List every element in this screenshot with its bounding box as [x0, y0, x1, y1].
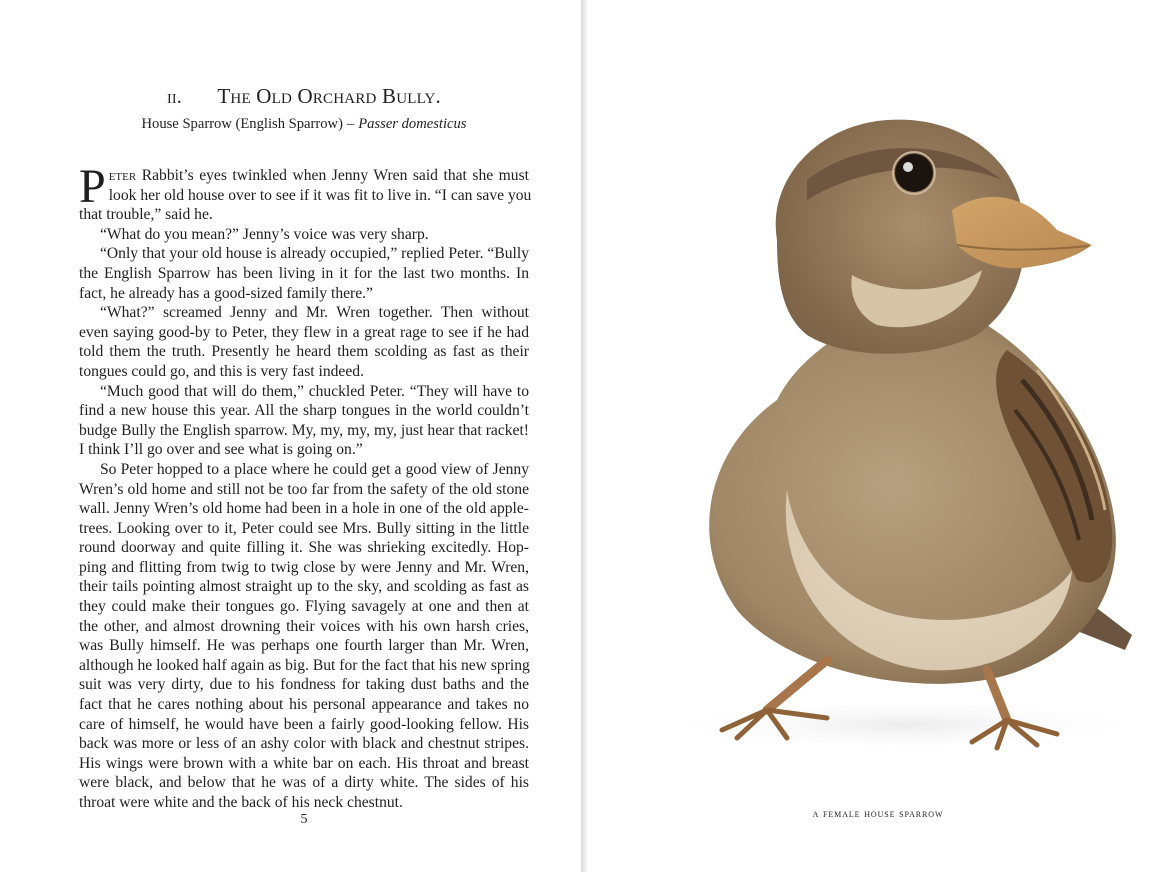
subtitle-dash: – [346, 116, 355, 132]
body-line: throat were white and the back of his neck chestnut. [79, 794, 403, 811]
body-line: were black, and below that he was of a dirty white. The sides of his [79, 774, 529, 792]
body-line: “What?” screamed Jenny and Mr. Wren together. Then without [100, 304, 529, 322]
body-line: round doorway and quite filling it. She was shrieking excitedly. Hop- [79, 539, 529, 557]
chapter-heading [78, 84, 530, 109]
body-line: the English Sparrow has been living in it for the last two months. In [79, 264, 529, 282]
body-line: that trouble,” said he. [79, 206, 213, 224]
body-line: trees. Looking over to it, Peter could see Mrs. Bully sitting in the little [79, 519, 529, 537]
body-line: His wings were brown with a white bar on each. His throat and breast [79, 754, 529, 772]
body-line: “Much good that will do them,” chuckled Peter. “They will have to [100, 382, 529, 400]
body-line: wall. Jenny Wren’s old home had been in a hole in one of the old apple- [79, 500, 529, 518]
body-line: the other, and almost drowning their voices with his own harsh cries, [79, 617, 529, 635]
body-line: So Peter hopped to a place where he could get a good view of Jenny [100, 460, 529, 478]
right-page [587, 0, 1169, 872]
body-line: although he looked half again as big. But for the fact that his new spring [79, 656, 530, 674]
body-line: tongues could go, and this is very fast indeed. [79, 362, 364, 380]
species-common-name: House Sparrow (English Sparrow) [141, 116, 343, 132]
body-line: “Only that your old house is already occupied,” replied Peter. “Bully [100, 245, 529, 263]
body-line: budge Bully the English sparrow. My, my, my, my, just hear that racket! [79, 421, 529, 439]
body-line: look her old house over to see if it was fit to live in. “I can save you [108, 186, 532, 204]
body-line: fact that he cares nothing about his personal appearance and takes no [79, 696, 529, 714]
body-line [79, 166, 529, 186]
body-line: suit was very dirty, due to his fondness for taking dust baths and the [79, 676, 529, 694]
body-line: ping and flitting from twig to twig close by were Jenny and Mr. Wren, [79, 558, 529, 576]
small-caps-lead: eter [108, 167, 137, 184]
photo-caption: a female house sparrow [812, 808, 944, 820]
body-line: their tails pointing almost straight up to the sky, and scolding as fast as [79, 578, 529, 596]
body-line: told them the truth. Presently he heard them scolding as fast as their [79, 343, 529, 361]
left-page [0, 0, 581, 872]
drop-cap: P [79, 160, 106, 213]
chapter-body-text [79, 160, 532, 813]
sparrow-photo [627, 70, 1147, 790]
eye-highlight [903, 162, 913, 172]
species-latin-name: Passer domesticus [358, 116, 467, 132]
body-line: even saying good-by to Peter, they flew in a great rage to see if he had [79, 323, 529, 341]
body-line: was Bully himself. He was perhaps one fourth larger than Mr. Wren, [79, 637, 529, 655]
chapter-number: ii. [167, 86, 182, 108]
body-line: Wren’s old home and still not be too far from the safety of the old stone [79, 480, 529, 498]
body-line-text: Rabbit’s eyes twinkled when Jenny Wren said that she must [136, 167, 529, 184]
species-subtitle [78, 116, 530, 133]
body-line: find a new house this year. All the sharp tongues in the world couldn’t [79, 402, 529, 420]
body-line: I think I’ll go over and see what is going on.” [79, 441, 363, 459]
body-line: “What do you mean?” Jenny’s voice was very sharp. [100, 225, 429, 243]
sparrow-eye [895, 154, 933, 192]
body-line: fact, he already has a good-sized family there.” [79, 284, 373, 302]
body-line: they could make their tongues go. Flying savagely at one and then at [79, 598, 529, 616]
body-line: back was more or less of an ashy color with black and chestnut stripes. [79, 735, 529, 753]
body-line: care of himself, he would have been a fairly good-looking fellow. His [79, 715, 529, 733]
sparrow-illustration [627, 70, 1147, 790]
chapter-title: The Old Orchard Bully. [217, 84, 441, 108]
page-number: 5 [300, 812, 308, 827]
